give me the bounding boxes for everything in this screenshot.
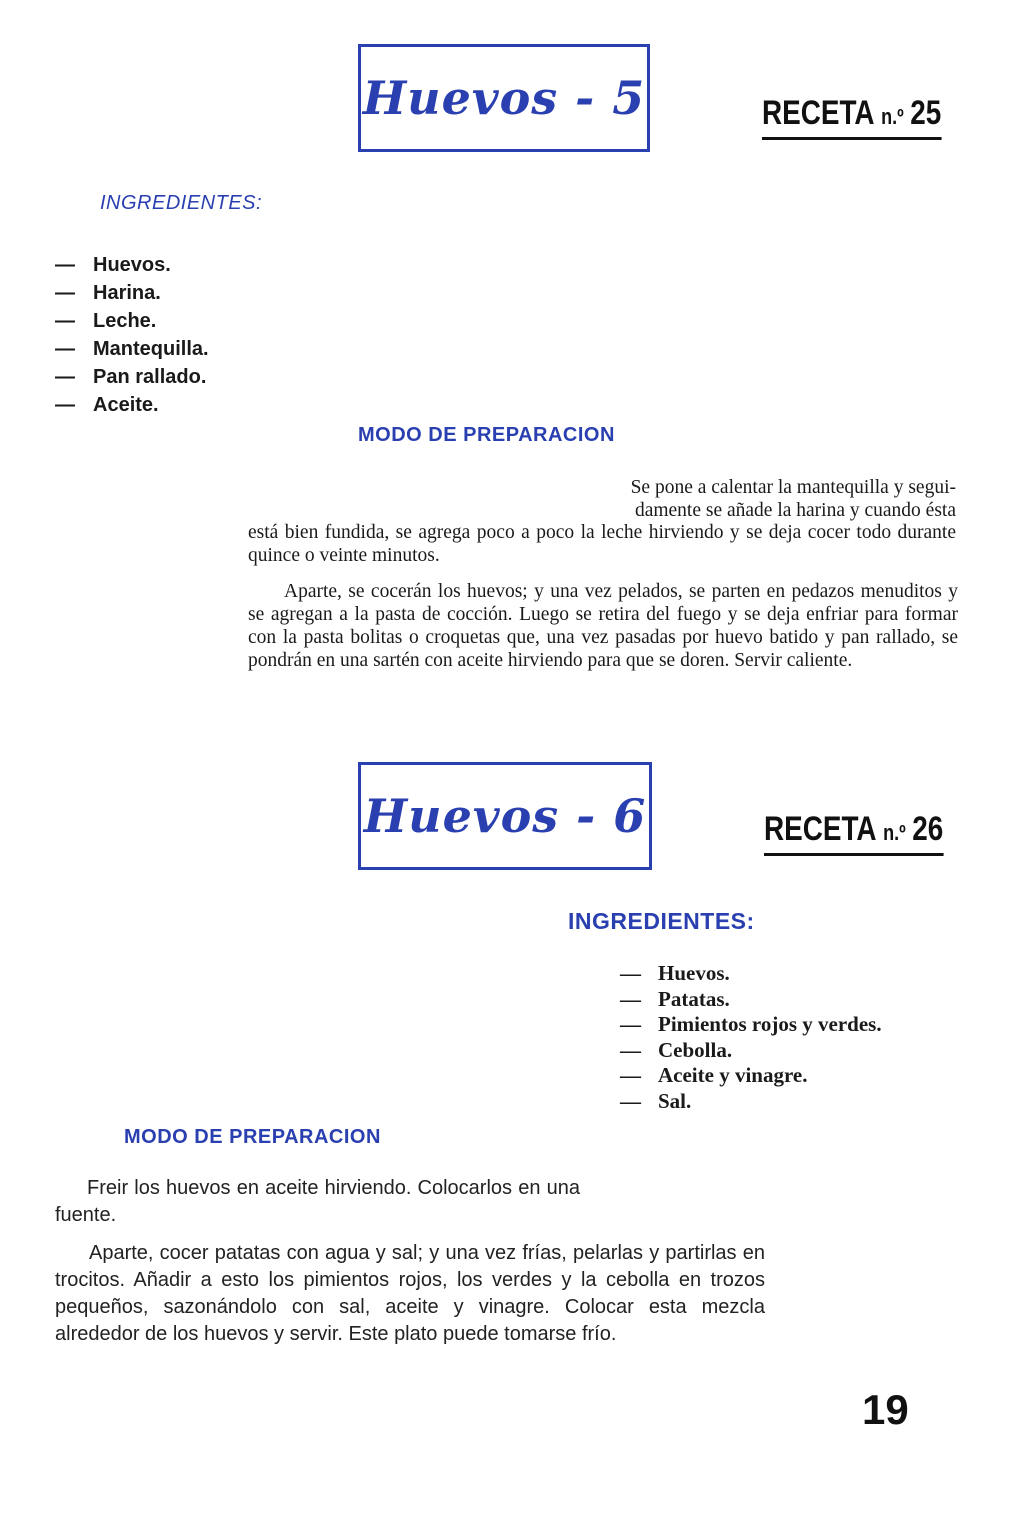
recipe-26-number-label: RECETA n.º 26	[764, 810, 943, 856]
recipe-26-paragraph-2: Aparte, cocer patatas con agua y sal; y una vez frías, pelarlas y partirlas en trocitos. Añadir a esto los pimientos rojos, los verdes y la cebolla en trozos pequeños, sazonándolo con sal, aceite y vinagre. Colocar esta mezcla alrededor de los huevos y servir. Este plato puede tomarse frío.	[55, 1242, 765, 1345]
list-item: — Harina.	[55, 282, 161, 304]
recipe-26-title: Huevos - 6	[363, 789, 647, 843]
recipe-25-ingredients-heading: INGREDIENTES:	[100, 192, 263, 214]
recipe-25-title: Huevos - 5	[362, 71, 646, 125]
recipe-25-preparation-heading: MODO DE PREPARACION	[358, 424, 615, 446]
list-item: — Aceite y vinagre.	[620, 1063, 808, 1087]
recipe-25-title-box	[358, 44, 650, 152]
list-item: — Pan rallado.	[55, 366, 207, 388]
list-item: — Pimientos rojos y verdes.	[620, 1012, 882, 1036]
list-item: — Leche.	[55, 310, 157, 332]
recipe-26-title-box	[358, 762, 652, 870]
recipe-25-paragraph-1-line-1: Se pone a calentar la mantequilla y segui-	[630, 477, 956, 498]
recipe-25-ingredients-list	[55, 251, 209, 419]
page-number: 19	[862, 1386, 909, 1433]
recipe-25-paragraph-1-rest: está bien fundida, se agrega poco a poco la leche hirviendo y se deja cocer todo durante quince o veinte minutos.	[248, 522, 956, 566]
recipe-26-paragraph-1: Freir los huevos en aceite hirviendo. Colocarlos en una fuente.	[55, 1177, 580, 1226]
recipe-25-paragraph-1-line-2: damente se añade la harina y cuando ésta	[634, 500, 956, 521]
list-item: — Aceite.	[55, 394, 159, 416]
recipe-26-ingredients-heading: INGREDIENTES:	[568, 908, 755, 934]
recipe-26-ingredients-list	[620, 961, 882, 1114]
recipe-25-paragraph-2: Aparte, se cocerán los huevos; y una vez pelados, se parten en pedazos menuditos y se agregan a la pasta de cocción. Luego se retira del fuego y se deja enfriar para formar con la pasta bolitas o croquetas que, una vez pasadas por huevo batido y pan rallado, se pondrán en una sartén con aceite hirviendo para que se doren. Servir caliente.	[248, 581, 958, 671]
list-item: — Sal.	[620, 1088, 692, 1113]
list-item: — Huevos.	[55, 254, 171, 276]
recipe-26-preparation-heading: MODO DE PREPARACION	[124, 1126, 381, 1148]
list-item: — Patatas.	[620, 986, 730, 1011]
list-item: — Mantequilla.	[55, 338, 209, 360]
list-item: — Cebolla.	[620, 1037, 733, 1062]
list-item: — Huevos.	[620, 961, 730, 985]
recipe-25-number-label: RECETA n.º 25	[762, 94, 941, 140]
